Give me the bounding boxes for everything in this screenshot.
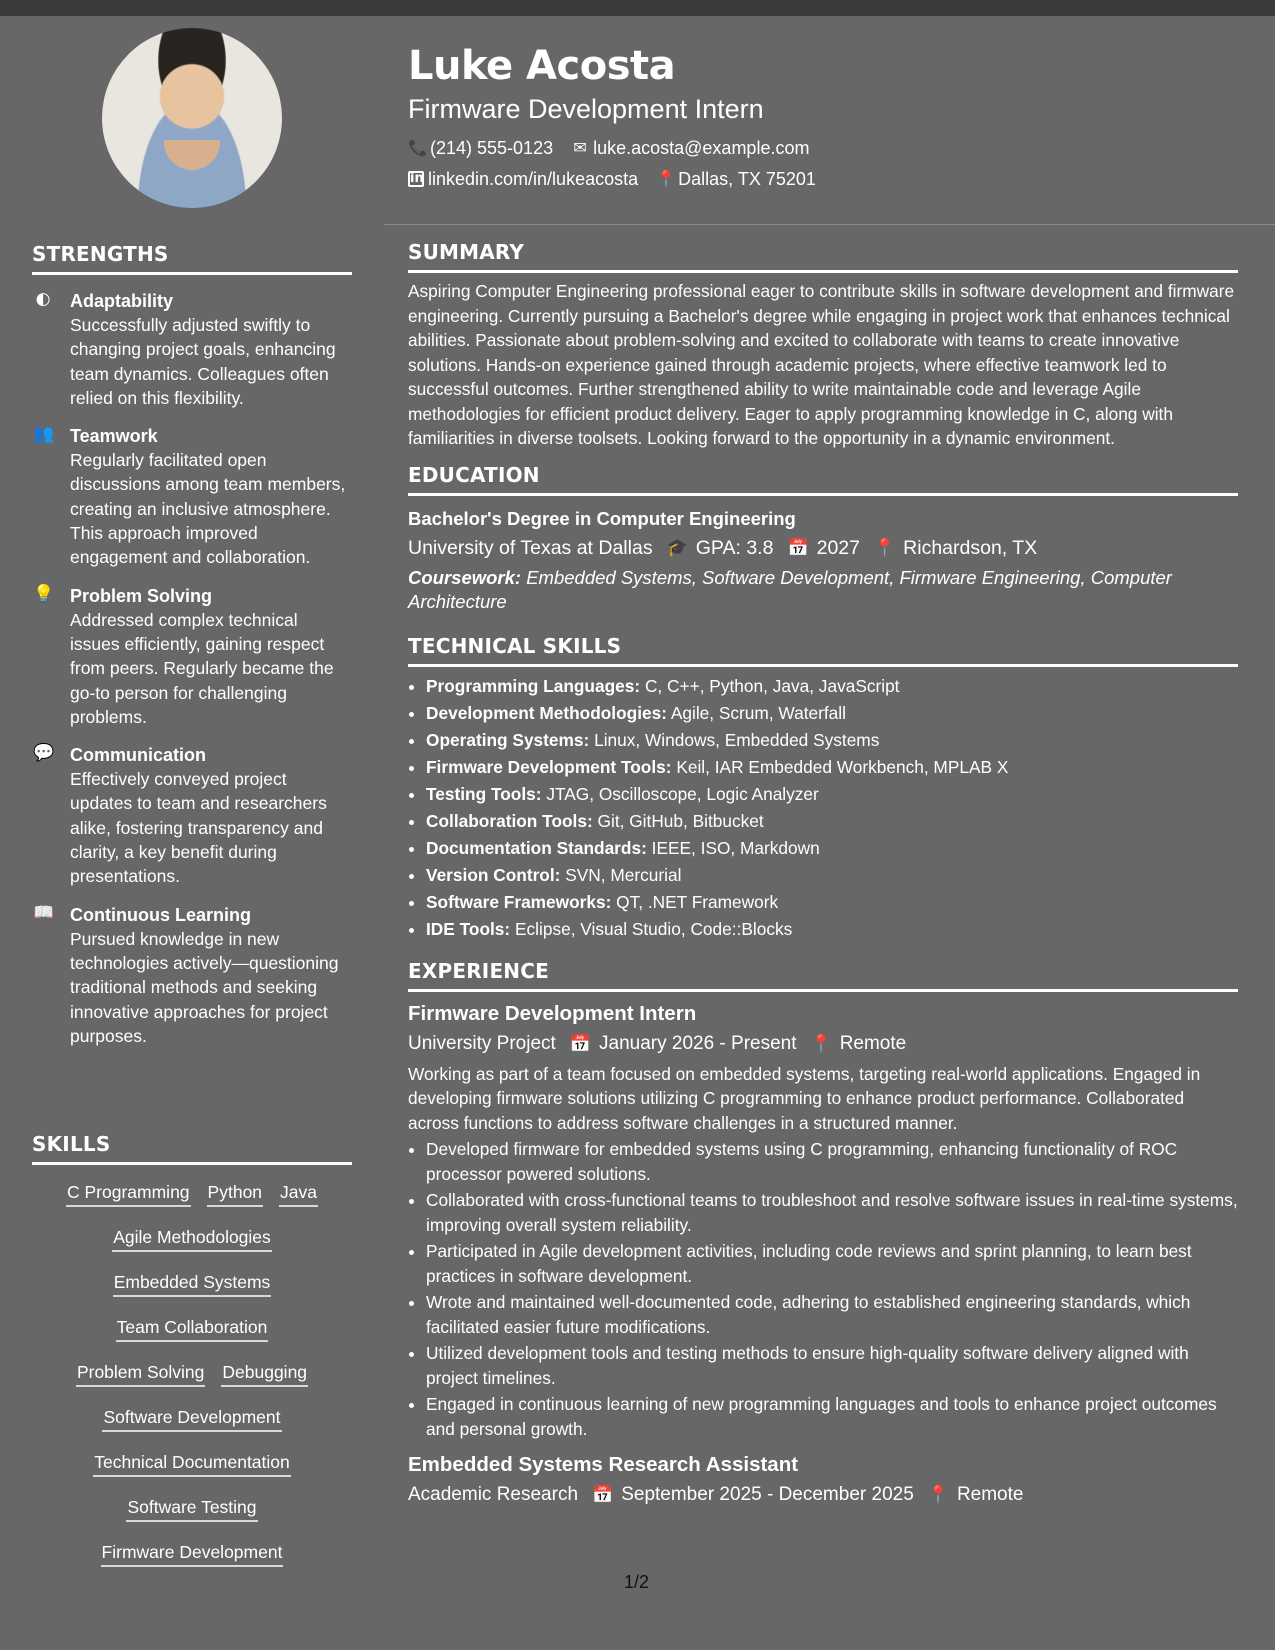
gpa-text: GPA: 3.8: [695, 536, 774, 559]
strengths-section: [32, 242, 352, 1048]
list-item: [426, 727, 1238, 754]
list-item: • Participated in Agile development activities, including code reviews and sprint planning, to learn best practices in software development.: [426, 1239, 1238, 1288]
skill-label: Collaboration Tools:: [426, 810, 593, 831]
skill-value: C, C++, Python, Java, JavaScript: [644, 675, 900, 696]
list-item: [426, 700, 1238, 727]
top-bar: [0, 0, 1275, 16]
skill-chip: Firmware Development: [101, 1541, 284, 1567]
skill-label: Software Frameworks:: [426, 891, 612, 912]
calendar-icon: 📅: [787, 537, 809, 558]
skill-value: IEEE, ISO, Markdown: [651, 837, 820, 858]
list-item: [426, 781, 1238, 808]
job-title: Firmware Development Intern: [408, 1001, 697, 1025]
email-text[interactable]: luke.acosta@example.com: [593, 138, 810, 158]
skill-label: Operating Systems:: [426, 729, 590, 750]
location-contact: [656, 168, 816, 190]
experience-heading: EXPERIENCE: [408, 959, 1238, 992]
linkedin-icon: in: [410, 171, 424, 186]
candidate-name: Luke Acosta: [408, 43, 676, 89]
coursework: [408, 566, 1238, 614]
job-org: Academic Research: [408, 1484, 579, 1505]
half-circle-icon: ◐: [35, 289, 51, 309]
skill-value: Git, GitHub, Bitbucket: [597, 810, 764, 831]
skills-heading: SKILLS: [32, 1132, 352, 1165]
job-org: University Project: [408, 1032, 556, 1054]
summary-heading: SUMMARY: [408, 240, 1238, 273]
coursework-list: Embedded Systems, Software Development, Firmware Engineering, Computer Architecture: [408, 566, 1172, 612]
skill-label: Programming Languages:: [426, 675, 641, 696]
technical-skills-section: [408, 634, 1238, 943]
skill-chip: Team Collaboration: [116, 1316, 269, 1342]
phone-text: (214) 555-0123: [430, 138, 554, 158]
strength-name: Adaptability: [70, 291, 174, 311]
job-meta: [408, 1030, 1238, 1058]
summary-section: [408, 240, 1238, 451]
envelope-icon: ✉: [573, 138, 587, 157]
skill-label: Version Control:: [426, 864, 561, 885]
skill-chip: Debugging: [221, 1361, 308, 1387]
skill-chip: Agile Methodologies: [112, 1226, 272, 1252]
strength-desc: Regularly facilitated open discussions among team members, creating an inclusive atmosphere. This approach improved engagement and collaboration.: [70, 450, 346, 568]
skill-value: Linux, Windows, Embedded Systems: [594, 729, 880, 750]
strength-desc: Effectively conveyed project updates to team and researchers alike, fostering transparency and clarity, a key benefit during presentations.: [70, 769, 327, 887]
education-section: [408, 463, 1238, 614]
lightbulb-icon: 💡: [33, 583, 55, 604]
job-bullets: [408, 1137, 1238, 1441]
skills-section: [32, 1132, 352, 1578]
skill-chip: Python: [207, 1181, 263, 1207]
strength-item: [32, 743, 352, 888]
strength-desc: Successfully adjusted swiftly to changing project goals, enhancing team dynamics. Colleagues often relied on this flexibility.: [70, 315, 336, 408]
map-pin-icon: 📍: [810, 1033, 832, 1054]
job-dates: September 2025 - December 2025: [621, 1484, 914, 1505]
list-item: [426, 808, 1238, 835]
list-item: [426, 916, 1238, 943]
list-item: • Utilized development tools and testing methods to ensure high-quality software delivery aligned with project timelines.: [426, 1341, 1238, 1390]
strength-name: Problem Solving: [70, 585, 213, 606]
skill-chip: Technical Documentation: [93, 1451, 291, 1477]
job-meta: [408, 1481, 1238, 1509]
page-number: 1/2: [624, 1572, 650, 1592]
strength-desc: Pursued knowledge in new technologies actively—questioning traditional methods and seeking innovative approaches for project purposes.: [70, 928, 339, 1046]
strength-name: Communication: [70, 745, 207, 766]
skill-label: IDE Tools:: [426, 918, 511, 939]
strength-item: [32, 424, 352, 569]
avatar: [102, 28, 282, 208]
list-item: • Engaged in continuous learning of new programming languages and tools to enhance project outcomes and personal growth.: [426, 1392, 1238, 1441]
skill-value: Agile, Scrum, Waterfall: [670, 702, 846, 723]
skill-label: Development Methodologies:: [426, 702, 667, 723]
skill-chips: [32, 1173, 352, 1578]
map-pin-icon: 📍: [656, 169, 677, 188]
skill-chip: Software Testing: [126, 1496, 257, 1522]
skill-value: QT, .NET Framework: [616, 891, 779, 912]
summary-text: Aspiring Computer Engineering professional eager to contribute skills in software development and firmware engineering. Currently pursuing a Bachelor's degree while engaging in project work that enhances technical abilities. Passionate about problem-solving and excited to collaborate with teams to create innovative solutions. Hands-on experience gained through academic projects, where effective teamwork led to successful outcomes. Further strengthened ability to write maintainable code and leverage Agile methodologies for efficient product delivery. Eager to apply programming knowledge in C, along with familiarities in diverse toolsets. Looking forward to the opportunity in a dynamic environment.: [408, 281, 1235, 448]
strength-name: Continuous Learning: [70, 904, 251, 925]
phone-icon: 📞: [408, 138, 428, 157]
contact-row-2: [408, 168, 1228, 190]
main-column: [408, 240, 1238, 1521]
skill-chip: Java: [279, 1181, 318, 1207]
map-pin-icon: 📍: [927, 1485, 949, 1505]
strength-item: [32, 289, 352, 410]
school-name: University of Texas at Dallas: [408, 536, 653, 559]
book-reader-icon: 📖: [33, 902, 55, 923]
job-location: Remote: [839, 1032, 907, 1054]
linkedin-text[interactable]: linkedin.com/in/lukeacosta: [428, 169, 639, 189]
strength-name: Teamwork: [70, 426, 158, 447]
grad-year: 2027: [816, 536, 860, 559]
skill-label: Documentation Standards:: [426, 837, 647, 858]
map-pin-icon: 📍: [874, 537, 896, 558]
strength-item: [32, 903, 352, 1048]
skill-chip: Software Development: [102, 1406, 281, 1432]
skill-value: JTAG, Oscilloscope, Logic Analyzer: [546, 783, 819, 804]
list-item: • Wrote and maintained well-documented code, adhering to established engineering standards, which facilitated easier future modifications.: [426, 1290, 1238, 1339]
education-meta: [408, 534, 1238, 562]
strengths-heading: STRENGTHS: [32, 242, 352, 275]
resume-header: [408, 40, 1228, 190]
experience-section: [408, 959, 1238, 1510]
location-text: Dallas, TX 75201: [678, 169, 816, 189]
list-item: • Developed firmware for embedded systems using C programming, enhancing functionality of ROC processor powered solutions.: [426, 1137, 1238, 1186]
skill-value: Eclipse, Visual Studio, Code::Blocks: [514, 918, 793, 939]
calendar-icon: 📅: [592, 1485, 614, 1505]
job-title: Embedded Systems Research Assistant: [408, 1453, 799, 1476]
list-item: [426, 754, 1238, 781]
skill-value: SVN, Mercurial: [565, 864, 682, 885]
job-description: Working as part of a team focused on embedded systems, targeting real-world applications. Engaged in developing firmware solutions utilizing C programming to enhance product performance. Collaborated across functions to address software challenges in a structured manner.: [408, 1063, 1201, 1133]
strength-desc: Addressed complex technical issues efficiently, gaining respect from peers. Regularly became the go-to person for challenging problems.: [70, 609, 334, 727]
graduation-cap-icon: 🎓: [666, 537, 688, 558]
skill-value: Keil, IAR Embedded Workbench, MPLAB X: [676, 756, 1009, 777]
coursework-label: Coursework:: [408, 566, 522, 588]
strength-item: [32, 584, 352, 729]
skill-label: Firmware Development Tools:: [426, 756, 672, 777]
users-icon: 👥: [33, 424, 55, 445]
school-location: Richardson, TX: [903, 536, 1038, 559]
header-divider: [384, 224, 1275, 225]
skill-chip: C Programming: [66, 1181, 191, 1207]
contact-row: [408, 137, 1228, 159]
comments-icon: 💬: [33, 743, 55, 764]
list-item: [426, 673, 1238, 700]
skill-chip: Problem Solving: [76, 1361, 205, 1387]
list-item: [426, 835, 1238, 862]
list-item: [426, 889, 1238, 916]
list-item: • Collaborated with cross-functional teams to troubleshoot and resolve software issues in real-time systems, improving overall system reliability.: [426, 1188, 1238, 1237]
education-heading: EDUCATION: [408, 463, 1238, 496]
email-contact[interactable]: [571, 137, 809, 159]
list-item: [426, 862, 1238, 889]
skill-chip: Embedded Systems: [113, 1271, 272, 1297]
calendar-icon: 📅: [569, 1033, 591, 1054]
candidate-title: Firmware Development Intern: [408, 94, 764, 124]
linkedin-contact[interactable]: [408, 168, 638, 190]
phone-contact: [408, 137, 553, 159]
technical-skills-list: [408, 673, 1238, 943]
technical-skills-heading: TECHNICAL SKILLS: [408, 634, 1238, 667]
degree-title: Bachelor's Degree in Computer Engineering: [408, 507, 796, 529]
job-location: Remote: [956, 1484, 1024, 1505]
skill-label: Testing Tools:: [426, 783, 542, 804]
job-dates: January 2026 - Present: [599, 1032, 797, 1054]
